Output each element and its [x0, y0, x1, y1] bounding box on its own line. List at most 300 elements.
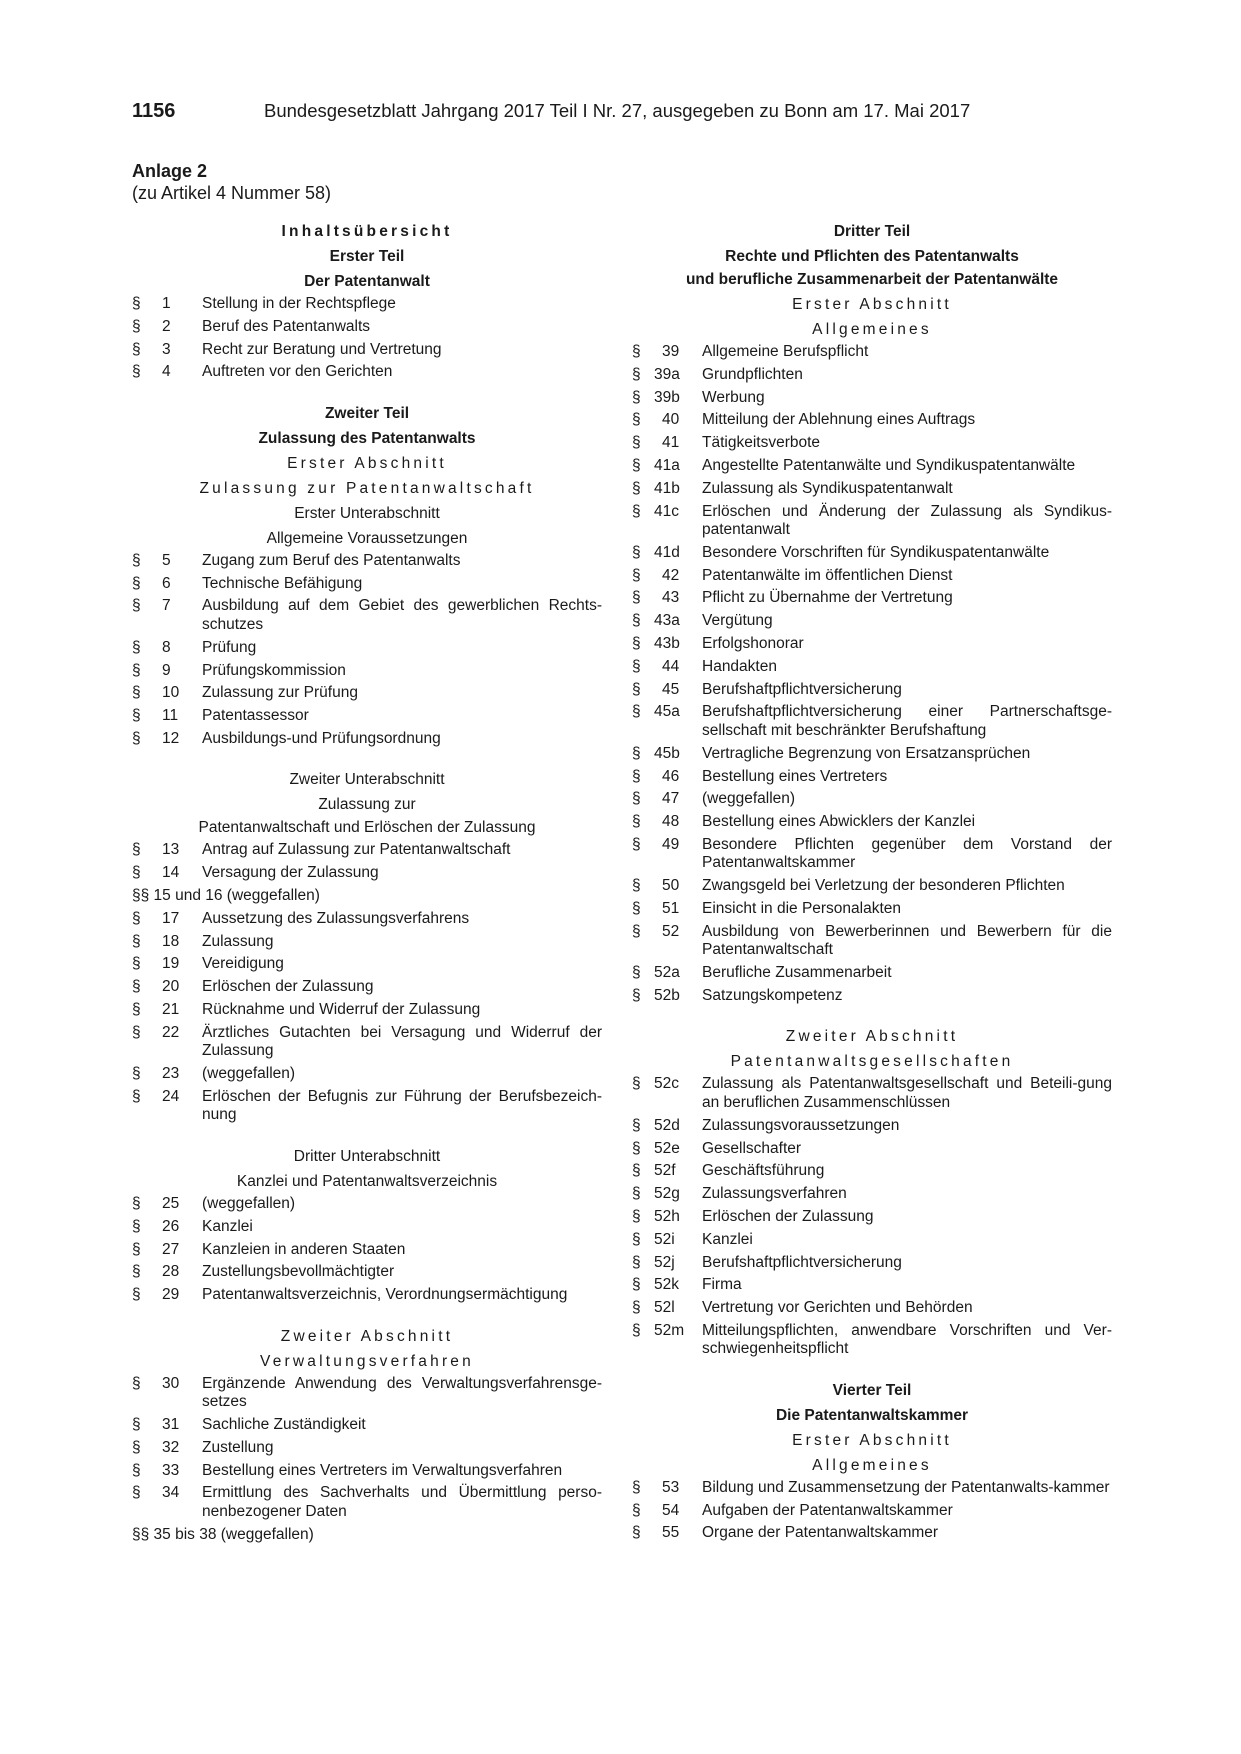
section-title: Berufliche Zusammenarbeit: [702, 964, 892, 982]
section-title: Ergänzende Anwendung des Verwaltungsverfahrensge-​setzes: [202, 1374, 602, 1411]
toc-entry: [632, 790, 1112, 809]
toc-entry: [132, 841, 602, 860]
section-title: Rücknahme und Widerruf der Zulassung: [202, 1001, 481, 1019]
toc-entry-omitted: §§ 35 bis 38 (weggefallen): [132, 1525, 314, 1543]
section-title: Vereidigung: [202, 955, 284, 973]
section-heading: Patentanwaltsgesellschaften: [730, 1053, 1014, 1071]
section-number: 13: [162, 841, 180, 859]
toc-entry: [132, 1218, 602, 1237]
toc-entry: [132, 1286, 602, 1305]
section-number: 50: [662, 877, 680, 895]
section-number: 34: [162, 1484, 180, 1502]
section-title: Besondere Pflichten gegenüber dem Vorstand der Patentanwaltskammer: [702, 835, 1112, 872]
section-title: Einsicht in die Personalakten: [702, 900, 902, 918]
section-title: Prüfung: [202, 638, 257, 656]
section-number: 44: [662, 657, 680, 675]
toc-entry: [132, 1375, 602, 1412]
section-title: Patentassessor: [202, 707, 309, 725]
section-title: Ausbildung von Bewerberinnen und Bewerbern für die Patentanwaltschaft: [702, 922, 1112, 959]
section-symbol: §: [132, 295, 141, 312]
section-title: (weggefallen): [202, 1065, 296, 1083]
toc-entry: [132, 341, 602, 360]
section-number: 28: [162, 1263, 180, 1281]
section-symbol: §: [632, 1075, 641, 1093]
section-number: 41: [662, 434, 680, 452]
toc-entry: [132, 910, 602, 929]
section-symbol: §: [632, 589, 641, 607]
section-number: 39: [662, 343, 680, 360]
section-title: Auftreten vor den Gerichten: [202, 363, 393, 381]
toc-entry: [132, 363, 602, 382]
section-number: 14: [162, 864, 180, 882]
section-title: Geschäftsführung: [702, 1162, 825, 1180]
section-title: Erlöschen der Zulassung: [202, 978, 374, 996]
toc-entry: [632, 1322, 1112, 1359]
section-symbol: §: [132, 1374, 141, 1392]
section-heading: Rechte und Pflichten des Patentanwalts: [725, 248, 1019, 265]
section-number: 32: [162, 1438, 180, 1456]
section-symbol: §: [632, 612, 641, 630]
toc-entry: [632, 480, 1112, 499]
section-symbol: §: [132, 1023, 141, 1041]
section-number: 52a: [654, 964, 680, 982]
toc-entry: [132, 1024, 602, 1061]
section-symbol: §: [632, 388, 641, 406]
section-title: Zulassung: [202, 932, 274, 950]
toc-entry: [632, 544, 1112, 563]
section-number: 17: [162, 909, 180, 927]
section-title: Ermittlung des Sachverhalts und Übermittlung perso-​nenbezogener Daten: [202, 1484, 602, 1520]
section-heading: Verwaltungsverfahren: [260, 1352, 474, 1370]
section-symbol: §: [132, 932, 141, 950]
section-title: Zulassungsverfahren: [702, 1185, 847, 1203]
toc-entry: [132, 707, 602, 726]
section-title: Gesellschafter: [702, 1139, 802, 1157]
toc-entry: [132, 1088, 602, 1125]
section-symbol: §: [132, 340, 141, 358]
section-title: Berufshaftpflichtversicherung einer Partnerschaftsge-​sellschaft mit beschränkter Berufshaftung: [702, 703, 1112, 739]
section-title: Aussetzung des Zulassungsverfahrens: [202, 909, 470, 927]
toc-entry: [132, 1439, 602, 1458]
section-symbol: §: [632, 434, 641, 452]
section-number: 43a: [654, 612, 680, 630]
section-title: Zugang zum Beruf des Patentanwalts: [202, 551, 461, 569]
section-title: Sachliche Zuständigkeit: [202, 1415, 366, 1433]
section-title: Angestellte Patentanwälte und Syndikuspatentanwälte: [702, 456, 1076, 474]
section-number: 39a: [654, 365, 680, 383]
section-number: 27: [162, 1240, 180, 1258]
section-number: 52f: [654, 1162, 676, 1180]
section-symbol: §: [632, 1230, 641, 1248]
toc-entry: [632, 1502, 1112, 1521]
section-symbol: §: [632, 964, 641, 982]
section-number: 47: [662, 790, 680, 808]
section-title: Satzungskompetenz: [702, 986, 843, 1004]
toc-entry: [132, 1462, 602, 1481]
section-symbol: §: [132, 1415, 141, 1433]
section-title: Ausbildungs-​und Prüfungsordnung: [202, 729, 441, 747]
section-symbol: §: [632, 1139, 641, 1157]
section-number: 52j: [654, 1253, 675, 1271]
section-number: 51: [662, 900, 680, 918]
toc-entry-omitted: §§ 15 und 16 (weggefallen): [132, 887, 320, 905]
toc-entry: [632, 836, 1112, 873]
toc-entry: [632, 703, 1112, 740]
section-heading: Dritter Unterabschnitt: [293, 1147, 441, 1165]
section-number: 52c: [654, 1075, 679, 1093]
section-symbol: §: [632, 657, 641, 675]
section-title: Handakten: [702, 657, 777, 675]
section-number: 6: [162, 574, 171, 592]
toc-entry: [632, 1231, 1112, 1250]
section-symbol: §: [132, 661, 141, 679]
section-symbol: §: [632, 365, 641, 383]
section-title: Berufshaftpflichtversicherung: [702, 680, 902, 698]
section-title: Bestellung eines Vertreters: [702, 767, 888, 785]
section-number: 52e: [654, 1139, 680, 1157]
section-symbol: §: [132, 729, 141, 747]
toc-entry: [632, 1299, 1112, 1318]
toc-entry: [632, 1479, 1112, 1498]
toc-entry: [632, 1524, 1112, 1543]
section-symbol: §: [632, 986, 641, 1004]
toc-entry: [632, 681, 1112, 700]
section-title: Zustellungsbevollmächtigter: [202, 1263, 395, 1281]
section-number: 3: [162, 340, 171, 358]
toc-entry: [132, 978, 602, 997]
section-number: 43: [662, 589, 680, 607]
toc-entry: [632, 343, 1112, 362]
section-heading: Der Patentanwalt: [304, 273, 430, 290]
section-number: 9: [162, 661, 171, 679]
section-symbol: §: [632, 1501, 641, 1519]
toc-entry: [632, 366, 1112, 385]
section-title: Besondere Vorschriften für Syndikuspatentanwälte: [702, 543, 1050, 561]
toc-entry: [632, 457, 1112, 476]
section-heading: Patentanwaltschaft und Erlöschen der Zulassung: [198, 819, 536, 837]
section-number: 46: [662, 767, 680, 785]
section-title: Vergütung: [702, 612, 773, 630]
section-number: 21: [162, 1001, 180, 1019]
section-symbol: §: [632, 1162, 641, 1180]
toc-entry: [632, 768, 1112, 787]
toc-entry: [132, 662, 602, 681]
section-symbol: §: [632, 635, 641, 653]
section-heading: Erster Abschnitt: [792, 296, 952, 313]
section-symbol: §: [632, 835, 641, 853]
section-heading: Zweiter Unterabschnitt: [289, 771, 445, 789]
section-number: 45: [662, 680, 680, 698]
section-symbol: §: [132, 864, 141, 882]
section-symbol: §: [132, 551, 141, 569]
section-number: 41c: [654, 502, 679, 520]
toc-entry: [632, 635, 1112, 654]
section-heading: Zulassung zur Patentanwaltschaft: [199, 479, 535, 497]
toc-entry: [132, 575, 602, 594]
toc-entry: [632, 877, 1112, 896]
section-symbol: §: [132, 955, 141, 973]
toc-entry: [132, 318, 602, 337]
section-number: 40: [662, 411, 680, 429]
section-heading: Vierter Teil: [832, 1381, 912, 1399]
section-number: 55: [662, 1524, 680, 1542]
section-number: 8: [162, 638, 171, 656]
page-number: 1156: [132, 100, 176, 122]
toc-entry: [632, 1162, 1112, 1181]
section-title: Patentanwaltsverzeichnis, Verordnungsermächtigung: [202, 1286, 568, 1304]
section-number: 5: [162, 551, 171, 569]
running-title: Bundesgesetzblatt Jahrgang 2017 Teil I Nr. 27, ausgegeben zu Bonn am 17. Mai 2017: [264, 100, 971, 121]
section-symbol: §: [132, 707, 141, 725]
section-title: Erlöschen der Befugnis zur Führung der Berufsbezeich-​nung: [202, 1087, 602, 1124]
toc-entry: [632, 1276, 1112, 1295]
toc-entry: [132, 1484, 602, 1521]
section-heading: Allgemeine Voraussetzungen: [266, 529, 468, 547]
section-title: Stellung in der Rechtspflege: [202, 295, 396, 312]
section-number: 29: [162, 1286, 180, 1304]
section-title: Zulassung als Patentanwaltsgesellschaft und Beteili-​gung an beruflichen Zusammenschlüssen: [702, 1075, 1112, 1111]
section-number: 2: [162, 317, 171, 335]
section-number: 52d: [654, 1116, 680, 1134]
section-number: 42: [662, 566, 680, 584]
section-number: 52h: [654, 1207, 680, 1225]
toc-entry: [632, 389, 1112, 408]
toc-entry: [632, 1254, 1112, 1273]
section-number: 54: [662, 1501, 680, 1519]
section-symbol: §: [132, 1461, 141, 1479]
section-symbol: §: [632, 343, 641, 360]
section-number: 49: [662, 835, 680, 853]
toc-entry: [132, 684, 602, 703]
section-number: 12: [162, 729, 180, 747]
section-symbol: §: [132, 317, 141, 335]
section-title: Werbung: [702, 388, 765, 406]
section-number: 52l: [654, 1299, 675, 1317]
section-title: Vertretung vor Gerichten und Behörden: [702, 1299, 973, 1317]
left-column: [132, 222, 602, 1548]
section-symbol: §: [132, 1087, 141, 1105]
section-title: Aufgaben der Patentanwaltskammer: [702, 1501, 953, 1519]
section-symbol: §: [632, 1299, 641, 1317]
section-symbol: §: [632, 680, 641, 698]
section-symbol: §: [132, 1001, 141, 1019]
section-symbol: §: [632, 1207, 641, 1225]
page-header: [132, 100, 1112, 126]
toc-entry: [132, 295, 602, 314]
section-heading: Erster Abschnitt: [792, 1431, 952, 1449]
section-title: Grundpflichten: [702, 365, 803, 383]
section-title: Antrag auf Zulassung zur Patentanwaltschaft: [202, 841, 511, 859]
section-number: 48: [662, 813, 680, 831]
section-heading: Allgemeines: [812, 321, 932, 338]
section-number: 41b: [654, 479, 680, 497]
section-symbol: §: [132, 574, 141, 592]
section-symbol: §: [632, 703, 641, 721]
section-symbol: §: [132, 1240, 141, 1258]
toc-entry: [632, 567, 1112, 586]
toc-entry: [632, 589, 1112, 608]
section-title: Zulassung als Syndikuspatentanwalt: [702, 479, 953, 497]
toc-entry: [632, 434, 1112, 453]
section-heading: Kanzlei und Patentanwaltsverzeichnis: [236, 1172, 498, 1190]
section-symbol: §: [132, 1438, 141, 1456]
section-title: Firma: [702, 1276, 742, 1294]
section-heading: Erster Abschnitt: [287, 454, 447, 472]
toc-entry: [632, 503, 1112, 540]
section-number: 10: [162, 684, 180, 702]
section-title: Ärztliches Gutachten bei Versagung und Widerruf der Zulassung: [202, 1023, 602, 1060]
toc-entry: [632, 1208, 1112, 1227]
section-title: Mitteilung der Ablehnung eines Auftrags: [702, 411, 976, 429]
section-number: 22: [162, 1023, 180, 1041]
section-number: 7: [162, 597, 171, 615]
section-symbol: §: [632, 1185, 641, 1203]
section-title: Zulassung zur Prüfung: [202, 684, 358, 702]
section-title: Ausbildung auf dem Gebiet des gewerblichen Rechts-​schutzes: [202, 597, 602, 633]
section-number: 31: [162, 1415, 180, 1433]
section-symbol: §: [632, 813, 641, 831]
toc-entry: [632, 1117, 1112, 1136]
toc-entry: [632, 923, 1112, 960]
toc-entry: [132, 1241, 602, 1260]
section-title: Zulassungsvoraussetzungen: [702, 1116, 900, 1134]
section-title: Zustellung: [202, 1438, 274, 1456]
section-symbol: §: [632, 479, 641, 497]
section-symbol: §: [132, 1263, 141, 1281]
section-number: 20: [162, 978, 180, 996]
section-symbol: §: [632, 1524, 641, 1542]
toc-entry: [132, 639, 602, 658]
toc-entry: [132, 933, 602, 952]
section-number: 53: [662, 1478, 680, 1496]
section-title: Erlöschen und Änderung der Zulassung als Syndikus-​patentanwalt: [702, 502, 1112, 539]
section-symbol: §: [132, 1194, 141, 1212]
toc-entry: [132, 730, 602, 749]
section-number: 45b: [654, 744, 680, 762]
section-title: Organe der Patentanwaltskammer: [702, 1524, 939, 1542]
section-symbol: §: [632, 1321, 641, 1339]
section-number: 23: [162, 1065, 180, 1083]
section-symbol: §: [632, 456, 641, 474]
section-heading: Zulassung des Patentanwalts: [258, 429, 476, 447]
section-title: Kanzleien in anderen Staaten: [202, 1240, 406, 1258]
toc-entry: [132, 1195, 602, 1214]
section-number: 45a: [654, 703, 680, 721]
section-symbol: §: [632, 900, 641, 918]
toc-entry: [132, 1001, 602, 1020]
section-symbol: §: [632, 790, 641, 808]
section-number: 52g: [654, 1185, 680, 1203]
section-symbol: §: [132, 1484, 141, 1502]
toc-entry: [632, 1140, 1112, 1159]
section-heading: Zweiter Abschnitt: [785, 1028, 959, 1046]
section-title: Kanzlei: [702, 1230, 753, 1248]
toc-entry: [632, 987, 1112, 1006]
section-title: Kanzlei: [202, 1217, 253, 1235]
section-number: 39b: [654, 388, 680, 406]
section-symbol: §: [632, 922, 641, 940]
toc-entry: [632, 964, 1112, 983]
section-symbol: §: [132, 1217, 141, 1235]
toc-entry: [632, 1185, 1112, 1204]
section-symbol: §: [632, 744, 641, 762]
section-title: Prüfungskommission: [202, 661, 346, 679]
section-number: 26: [162, 1217, 180, 1235]
section-title: Beruf des Patentanwalts: [202, 317, 371, 335]
toc-entry: [132, 955, 602, 974]
section-heading: und berufliche Zusammenarbeit der Patentanwälte: [685, 271, 1059, 288]
section-symbol: §: [132, 1286, 141, 1304]
annex-title: Anlage 2: [132, 161, 208, 181]
section-symbol: §: [132, 909, 141, 927]
section-title: (weggefallen): [202, 1194, 296, 1212]
section-heading: Allgemeines: [812, 1456, 932, 1474]
section-symbol: §: [632, 1478, 641, 1496]
section-symbol: §: [132, 841, 141, 859]
toc-entry: [632, 745, 1112, 764]
section-number: 41a: [654, 456, 680, 474]
section-number: 52m: [654, 1321, 685, 1339]
toc-entry: [632, 612, 1112, 631]
section-title: Berufshaftpflichtversicherung: [702, 1253, 902, 1271]
section-symbol: §: [632, 877, 641, 895]
right-column: [632, 222, 1112, 1547]
section-number: 18: [162, 932, 180, 950]
section-symbol: §: [632, 411, 641, 429]
section-title: Patentanwälte im öffentlichen Dienst: [702, 566, 953, 584]
section-symbol: §: [632, 502, 641, 520]
section-title: Mitteilungspflichten, anwendbare Vorschriften und Ver-​schwiegenheitspflicht: [702, 1321, 1112, 1358]
section-number: 52k: [654, 1276, 679, 1294]
section-number: 41d: [654, 543, 680, 561]
section-symbol: §: [132, 597, 141, 615]
section-number: 52: [662, 922, 680, 940]
toc-entry: [132, 1263, 602, 1282]
section-title: Tätigkeitsverbote: [702, 434, 821, 452]
toc-entry: [132, 552, 602, 571]
section-symbol: §: [632, 566, 641, 584]
toc-entry: [632, 1075, 1112, 1112]
section-heading: Erster Unterabschnitt: [294, 504, 440, 522]
toc-entry: [632, 813, 1112, 832]
section-title: Erlöschen der Zulassung: [702, 1207, 874, 1225]
section-title: (weggefallen): [702, 790, 796, 808]
section-symbol: §: [132, 363, 141, 381]
toc-entry: [632, 900, 1112, 919]
section-number: 25: [162, 1194, 180, 1212]
section-heading: Zulassung zur: [318, 796, 416, 814]
section-heading: Zweiter Abschnitt: [280, 1327, 454, 1345]
section-title: Technische Befähigung: [202, 574, 363, 592]
section-symbol: §: [632, 1116, 641, 1134]
section-number: 43b: [654, 635, 680, 653]
section-symbol: §: [132, 1065, 141, 1083]
section-number: 1: [162, 295, 171, 312]
section-title: Bestellung eines Abwicklers der Kanzlei: [702, 813, 976, 831]
section-title: Allgemeine Berufspflicht: [702, 343, 869, 360]
section-symbol: §: [132, 684, 141, 702]
section-title: Pflicht zu Übernahme der Vertretung: [702, 589, 953, 607]
section-heading: Zweiter Teil: [324, 404, 410, 422]
section-number: 24: [162, 1087, 180, 1105]
annex-subtitle: (zu Artikel 4 Nummer 58): [132, 183, 332, 203]
toc-entry: [132, 597, 602, 634]
section-heading: Die Patentanwaltskammer: [775, 1406, 969, 1424]
section-heading: Dritter Teil: [833, 223, 911, 240]
section-title: Versagung der Zulassung: [202, 864, 379, 882]
section-title: Vertragliche Begrenzung von Ersatzansprüchen: [702, 744, 1031, 762]
annex-heading: [132, 160, 331, 204]
